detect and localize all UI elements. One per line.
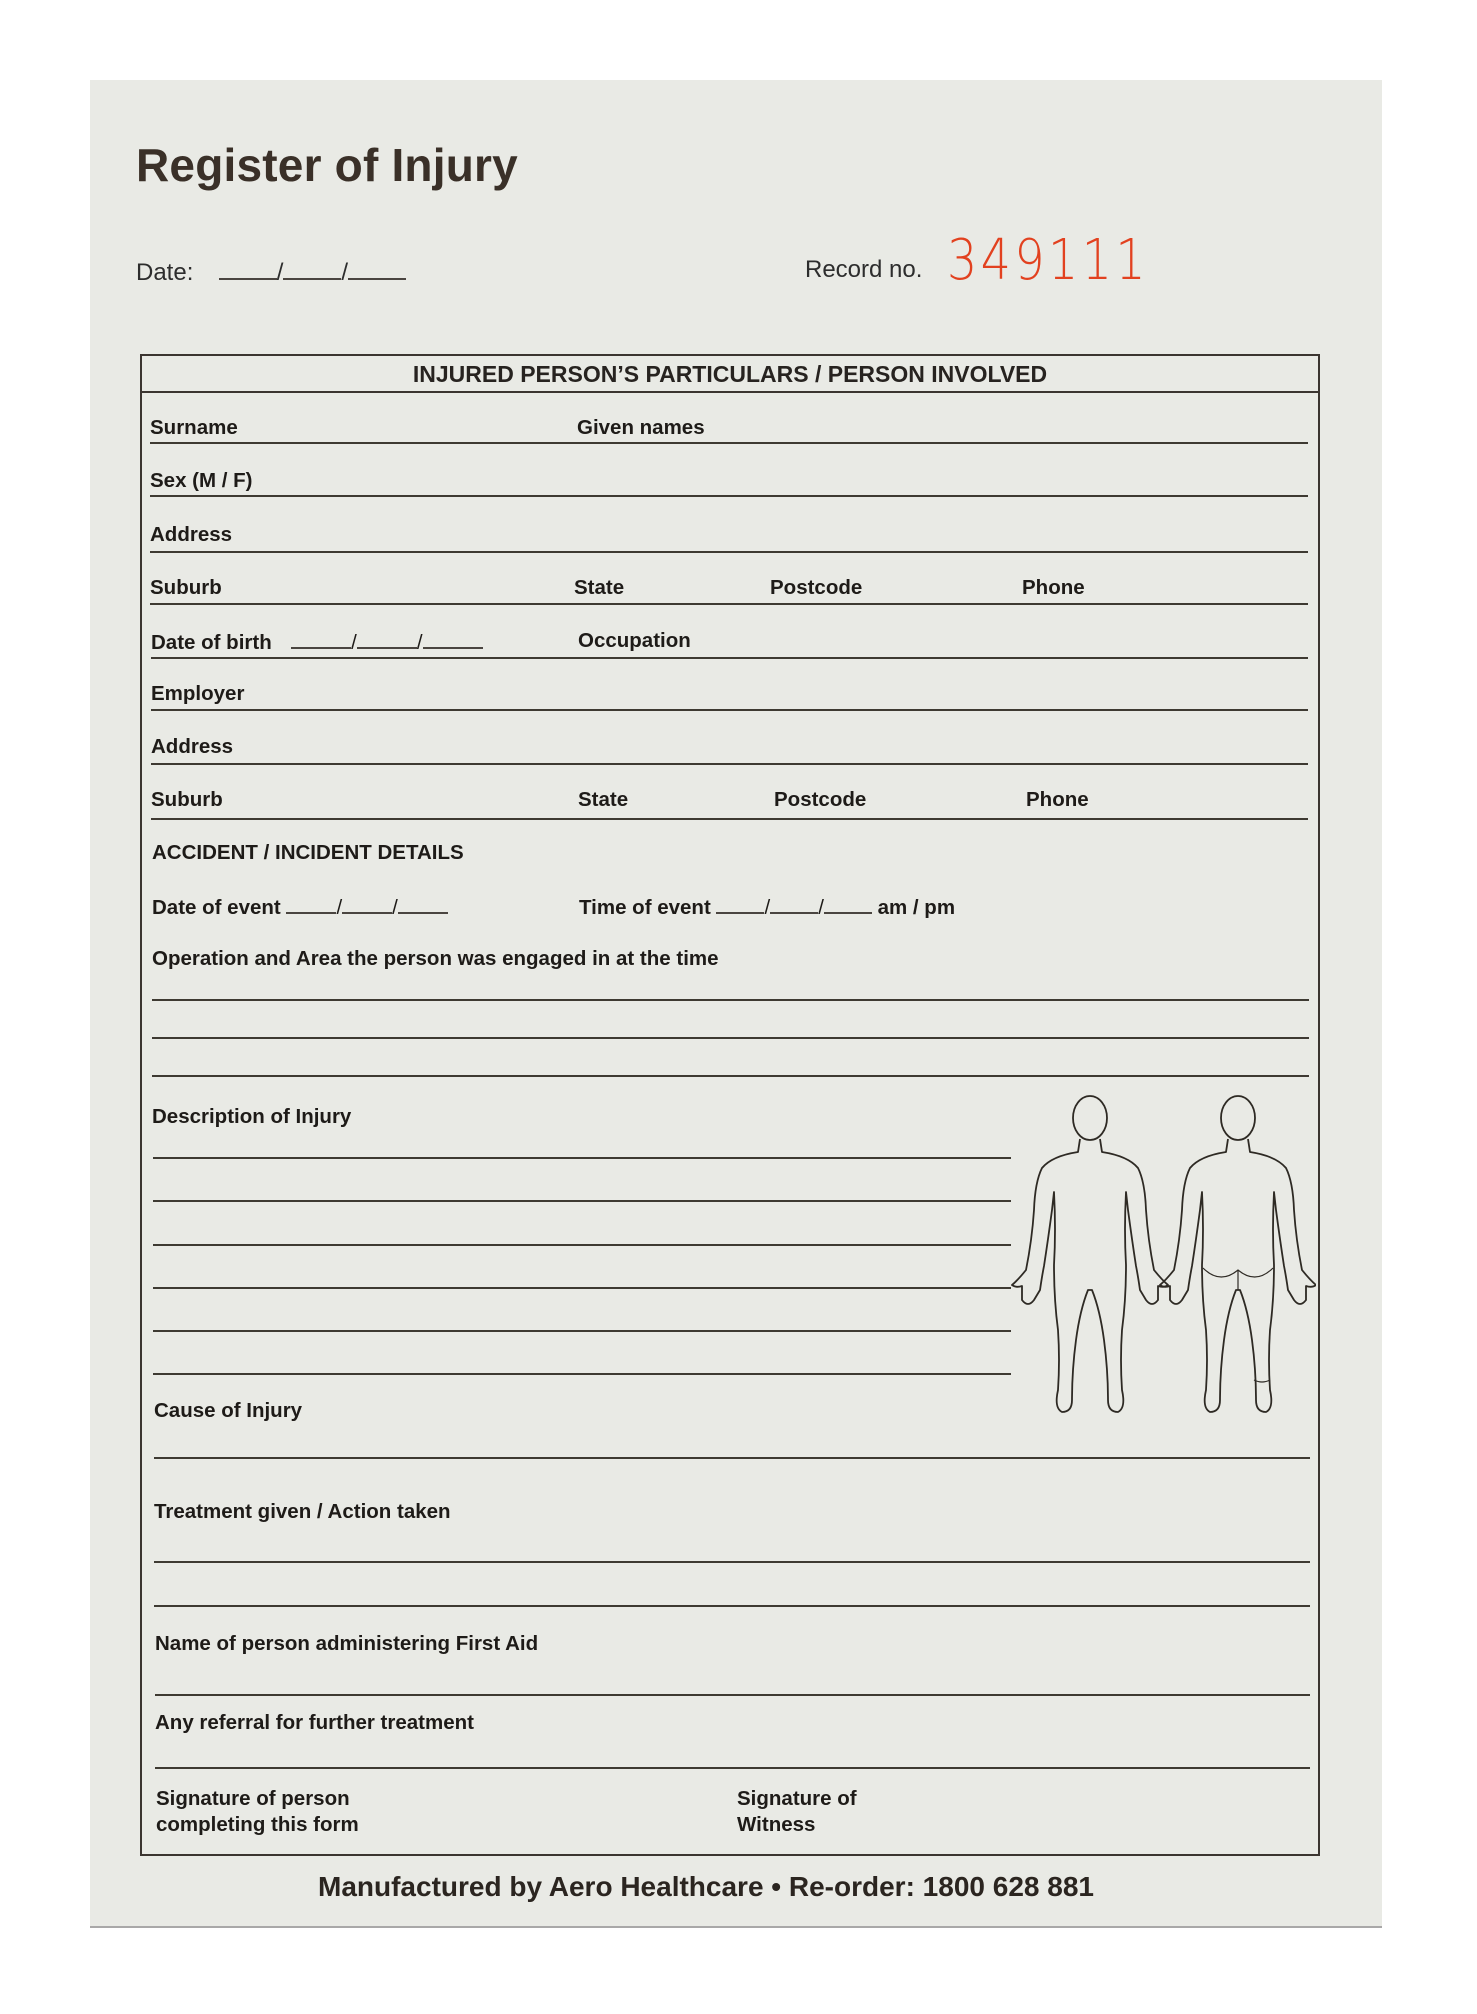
section-header: INJURED PERSON’S PARTICULARS / PERSON INVOLVED [142,356,1318,393]
surname-line[interactable] [150,442,1308,444]
date-label: Date: [136,259,194,286]
phone-label: Phone [1022,576,1085,599]
dob-label: Date of birth / / [151,629,483,655]
time-of-event-label: Time of event / / am / pm [579,896,956,919]
referral-line[interactable] [155,1767,1310,1769]
employer-phone-label: Phone [1026,788,1089,811]
date-of-event-label: Date of event / / [152,894,448,920]
body-diagram [1010,1090,1316,1420]
address-line[interactable] [150,551,1308,553]
date-day-blank[interactable] [219,258,277,280]
event-minute-blank[interactable] [770,894,818,914]
signature-person-label: Signature of person completing this form [156,1787,359,1836]
referral-label: Any referral for further treatment [155,1711,474,1734]
record-number: 349111 [947,228,1150,293]
treatment-line-1[interactable] [154,1561,1310,1563]
form-title: Register of Injury [136,139,518,191]
date-year-blank[interactable] [348,258,406,280]
suburb-line[interactable] [150,603,1308,605]
dob-month-blank[interactable] [357,629,417,649]
body-front-icon [1012,1096,1168,1412]
employer-suburb-line[interactable] [151,818,1308,820]
employer-line[interactable] [151,709,1308,711]
occupation-label: Occupation [578,629,691,652]
cause-line[interactable] [154,1457,1310,1459]
operation-line-3[interactable] [152,1075,1309,1077]
first-aid-label: Name of person administering First Aid [155,1632,539,1655]
employer-address-label: Address [151,735,234,758]
date-month-blank[interactable] [283,258,341,280]
postcode-label: Postcode [770,576,863,599]
event-year-blank[interactable] [398,894,448,914]
event-hour-blank[interactable] [716,894,764,914]
operation-line-2[interactable] [152,1037,1309,1039]
signature-witness-label: Signature of Witness [737,1787,857,1836]
first-aid-line[interactable] [155,1694,1310,1696]
dob-year-blank[interactable] [423,629,483,649]
employer-postcode-label: Postcode [774,788,867,811]
accident-header: ACCIDENT / INCIDENT DETAILS [152,841,464,864]
employer-label: Employer [151,682,245,705]
description-line-6[interactable] [153,1373,1011,1375]
operation-label: Operation and Area the person was engaged in at the time [152,947,719,970]
address-label: Address [150,523,233,546]
employer-state-label: State [578,788,629,811]
event-month-blank[interactable] [342,894,392,914]
sex-line[interactable] [150,495,1308,497]
operation-line-1[interactable] [152,999,1309,1001]
description-line-5[interactable] [153,1330,1011,1332]
description-line-3[interactable] [153,1244,1011,1246]
treatment-label: Treatment given / Action taken [154,1500,451,1523]
particulars-box [140,354,1320,1856]
event-day-blank[interactable] [286,894,336,914]
record-label: Record no. [805,256,923,283]
footer-text: Manufactured by Aero Healthcare • Re-order: 1800 628 881 [318,1871,1094,1902]
dob-day-blank[interactable] [291,629,351,649]
surname-label: Surname [150,416,238,439]
employer-address-line[interactable] [151,763,1308,765]
treatment-line-2[interactable] [154,1605,1310,1607]
description-line-1[interactable] [153,1157,1011,1159]
event-second-blank[interactable] [824,894,872,914]
dob-line[interactable] [151,657,1308,659]
description-line-2[interactable] [153,1200,1011,1202]
given-names-label: Given names [577,416,705,439]
description-label: Description of Injury [152,1105,352,1128]
body-back-icon [1160,1096,1316,1412]
employer-suburb-label: Suburb [151,788,223,811]
state-label: State [574,576,625,599]
cause-label: Cause of Injury [154,1399,303,1422]
sex-label: Sex (M / F) [150,469,253,492]
suburb-label: Suburb [150,576,222,599]
description-line-4[interactable] [153,1287,1011,1289]
date-field[interactable]: Date: / / [136,258,406,287]
